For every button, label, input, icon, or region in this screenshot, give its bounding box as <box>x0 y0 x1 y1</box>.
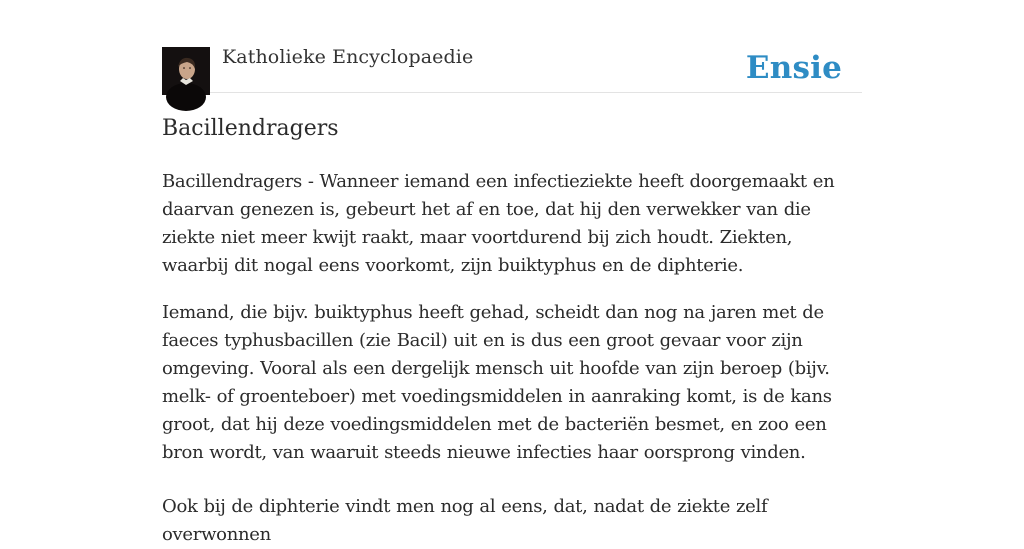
article-paragraph: Bacillendragers - Wanneer iemand een infectieziekte heeft doorgemaakt en daarvan genezen is, gebeurt het af en toe, dat hij den verwekker van die ziekte niet meer kwijt raakt, maar voortdurend bij zich houdt. Ziekten, waarbij dit nogal eens voorkomt, zijn buiktyphus en de diphterie. <box>162 171 835 276</box>
page <box>162 0 862 545</box>
brand-logo[interactable]: Ensie <box>745 50 842 86</box>
header <box>162 44 862 93</box>
portrait-icon <box>162 47 210 95</box>
site-name[interactable]: Katholieke Encyclopaedie <box>222 46 474 68</box>
article-paragraph: Ook bij de diphterie vindt men nog al eens, dat, nadat de ziekte zelf overwonnen <box>162 496 768 545</box>
avatar[interactable] <box>162 47 210 95</box>
page-title: Bacillendragers <box>162 116 339 141</box>
article-paragraph: Iemand, die bijv. buiktyphus heeft gehad, scheidt dan nog na jaren met de faeces typhusbacillen (zie Bacil) uit en is dus een groot gevaar voor zijn omgeving. Vooral als een dergelijk mensch uit hoofde van zijn beroep (bijv. melk- of groenteboer) met voedingsmiddelen in aanraking komt, is de kans groot, dat hij deze voedingsmiddelen met de bacteriën besmet, en zoo een bron wordt, van waaruit steeds nieuwe infecties haar oorsprong vinden. <box>162 302 832 463</box>
